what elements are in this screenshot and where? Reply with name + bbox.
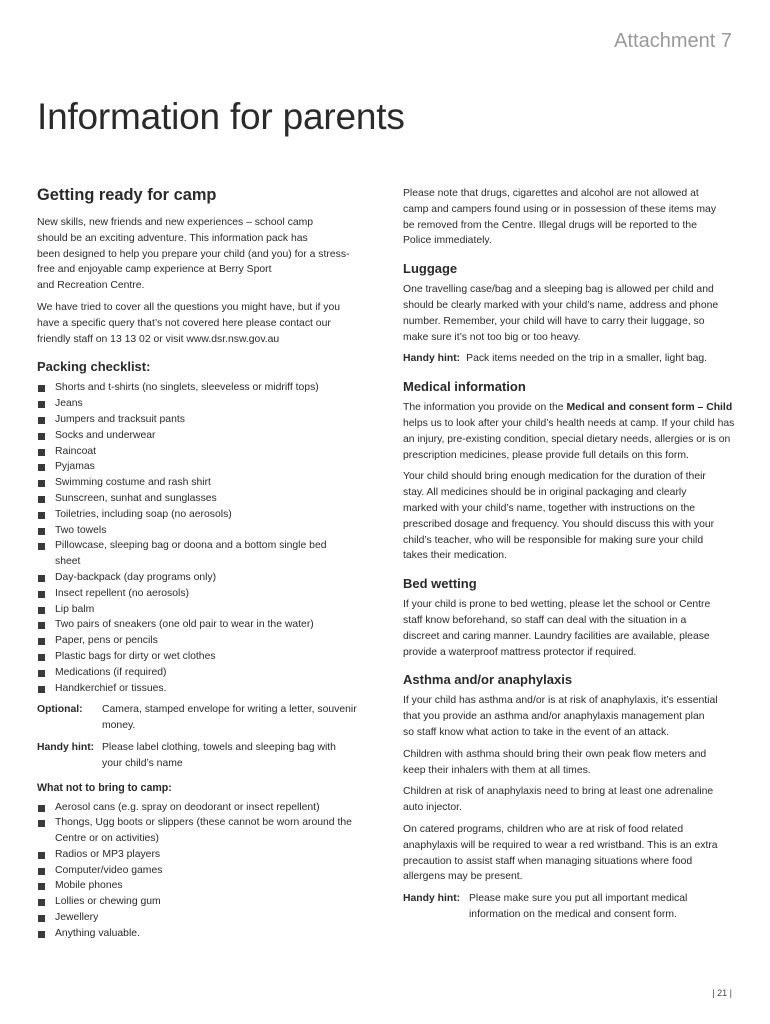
intro-paragraph: New skills, new friends and new experiences – school camp should be an exciting adventure. This information pack has been designed to help you prepare your child (and you) for a stress- free and enjoyable camp experience at Berry Sport and Recreation Centre.: [37, 217, 350, 292]
list-item: Two towels: [37, 523, 369, 539]
luggage-hint-row: [403, 351, 738, 367]
asthma-paragraph-4: On catered programs, children who are at risk of food related anaphylaxis will be required to wear a red wristband. This is an extra precaution to assist staff when managing situations where food allergens may be present.: [403, 823, 718, 883]
handy-hint-label: Handy hint:: [37, 741, 95, 753]
luggage-paragraph: One travelling case/bag and a sleeping bag is allowed per child and should be clearly marked with your child’s name, address and phone number. Remember, your child will have to carry their luggage, so make sure it’s not too big or too heavy.: [403, 284, 719, 343]
page-title: Information for parents: [37, 96, 405, 137]
medical-paragraph-2: Your child should bring enough medication for the duration of their stay. All medicines should be in original packaging and clearly marked with your child’s name, together with instructions on the prescribed dosage and frequency. You should discuss this with your child’s teacher, who will be responsible for making sure your child takes their medication.: [403, 471, 715, 562]
list-item: Aerosol cans (e.g. spray on deodorant or insect repellent): [37, 800, 369, 816]
list-item: Jewellery: [37, 910, 369, 926]
handy-hint-label: Handy hint:: [403, 893, 461, 905]
list-item: Jeans: [37, 396, 369, 412]
optional-label: Optional:: [37, 704, 83, 716]
left-column: [37, 186, 369, 942]
asthma-heading: Asthma and/or anaphylaxis: [403, 672, 573, 688]
list-item: Swimming costume and rash shirt: [37, 475, 369, 491]
list-item: Lip balm: [37, 602, 369, 618]
handy-hint-row: [37, 740, 369, 772]
page-number: | 21 |: [712, 988, 732, 998]
list-item: Pillowcase, sleeping bag or doona and a bottom single bed sheet: [37, 538, 369, 570]
list-item: Raincoat: [37, 444, 369, 460]
right-column: [403, 186, 738, 929]
luggage-heading: Luggage: [403, 261, 458, 277]
packing-checklist-heading: Packing checklist:: [37, 359, 151, 375]
contact-paragraph: We have tried to cover all the questions you might have, but if you have a specific query that’s not covered here please contact our friendly staff on 13 13 02 or visit www.dsr.nsw.gov.au: [37, 301, 341, 345]
list-item: Medications (if required): [37, 665, 369, 681]
list-item: Jumpers and tracksuit pants: [37, 412, 369, 428]
not-bring-list: [37, 800, 369, 942]
list-item: Insect repellent (no aerosols): [37, 586, 369, 602]
list-item: Shorts and t-shirts (no singlets, sleeveless or midriff tops): [37, 380, 369, 396]
asthma-hint-row: [403, 891, 738, 923]
list-item: Computer/video games: [37, 863, 369, 879]
list-item: Thongs, Ugg boots or slippers (these cannot be worn around the Centre or on activities): [37, 815, 369, 847]
asthma-paragraph-3: Children at risk of anaphylaxis need to bring at least one adrenaline auto injector.: [403, 786, 714, 814]
handy-hint-label: Handy hint:: [403, 353, 461, 365]
list-item: Day-backpack (day programs only): [37, 570, 369, 586]
handy-hint-text: Pack items needed on the trip in a smaller, light bag.: [466, 353, 708, 365]
list-item: Plastic bags for dirty or wet clothes: [37, 649, 369, 665]
asthma-paragraph-1: If your child has asthma and/or is at risk of anaphylaxis, it’s essential that you provide an asthma and/or anaphylaxis management plan so staff know what action to take in the event of an attack.: [403, 695, 718, 738]
list-item: Handkerchief or tissues.: [37, 681, 369, 697]
drugs-paragraph: Please note that drugs, cigarettes and alcohol are not allowed at camp and campers found using or in possession of these items may be removed from the Centre. Illegal drugs will be reported to the Police immediately.: [403, 188, 717, 247]
optional-text: Camera, stamped envelope for writing a letter, souvenir money.: [102, 704, 357, 732]
list-item: Toiletries, including soap (no aerosols): [37, 507, 369, 523]
list-item: Sunscreen, sunhat and sunglasses: [37, 491, 369, 507]
attachment-label: Attachment 7: [614, 30, 732, 52]
list-item: Mobile phones: [37, 878, 369, 894]
getting-ready-heading: Getting ready for camp: [37, 186, 217, 204]
list-item: Two pairs of sneakers (one old pair to wear in the water): [37, 617, 369, 633]
list-item: Socks and underwear: [37, 428, 369, 444]
medical-heading: Medical information: [403, 379, 526, 395]
list-item: Paper, pens or pencils: [37, 633, 369, 649]
list-item: Lollies or chewing gum: [37, 894, 369, 910]
bed-wetting-heading: Bed wetting: [403, 576, 477, 592]
asthma-paragraph-2: Children with asthma should bring their own peak flow meters and keep their inhalers with them at all times.: [403, 748, 707, 776]
handy-hint-text: Please label clothing, towels and sleeping bag with your child’s name: [102, 741, 336, 769]
list-item: Radios or MP3 players: [37, 847, 369, 863]
not-bring-heading: What not to bring to camp:: [37, 781, 172, 794]
handy-hint-text: Please make sure you put all important medical information on the medical and consent form.: [469, 893, 688, 920]
optional-row: [37, 702, 369, 734]
list-item: Anything valuable.: [37, 926, 369, 942]
medical-paragraph-1: The information you provide on the Medical and consent form – Child helps us to look after your child’s health needs at camp. If your child has an injury, pre-existing condition, special dietary needs, allergies or is on prescription medicines, please provide full details on this form.: [403, 402, 735, 461]
bed-wetting-paragraph: If your child is prone to bed wetting, please let the school or Centre staff know beforehand, so staff can deal with the situation in a discreet and caring manner. Laundry facilities are available, please provide a waterproof mattress protector if required.: [403, 599, 711, 658]
list-item: Pyjamas: [37, 459, 369, 475]
packing-checklist: [37, 380, 369, 696]
